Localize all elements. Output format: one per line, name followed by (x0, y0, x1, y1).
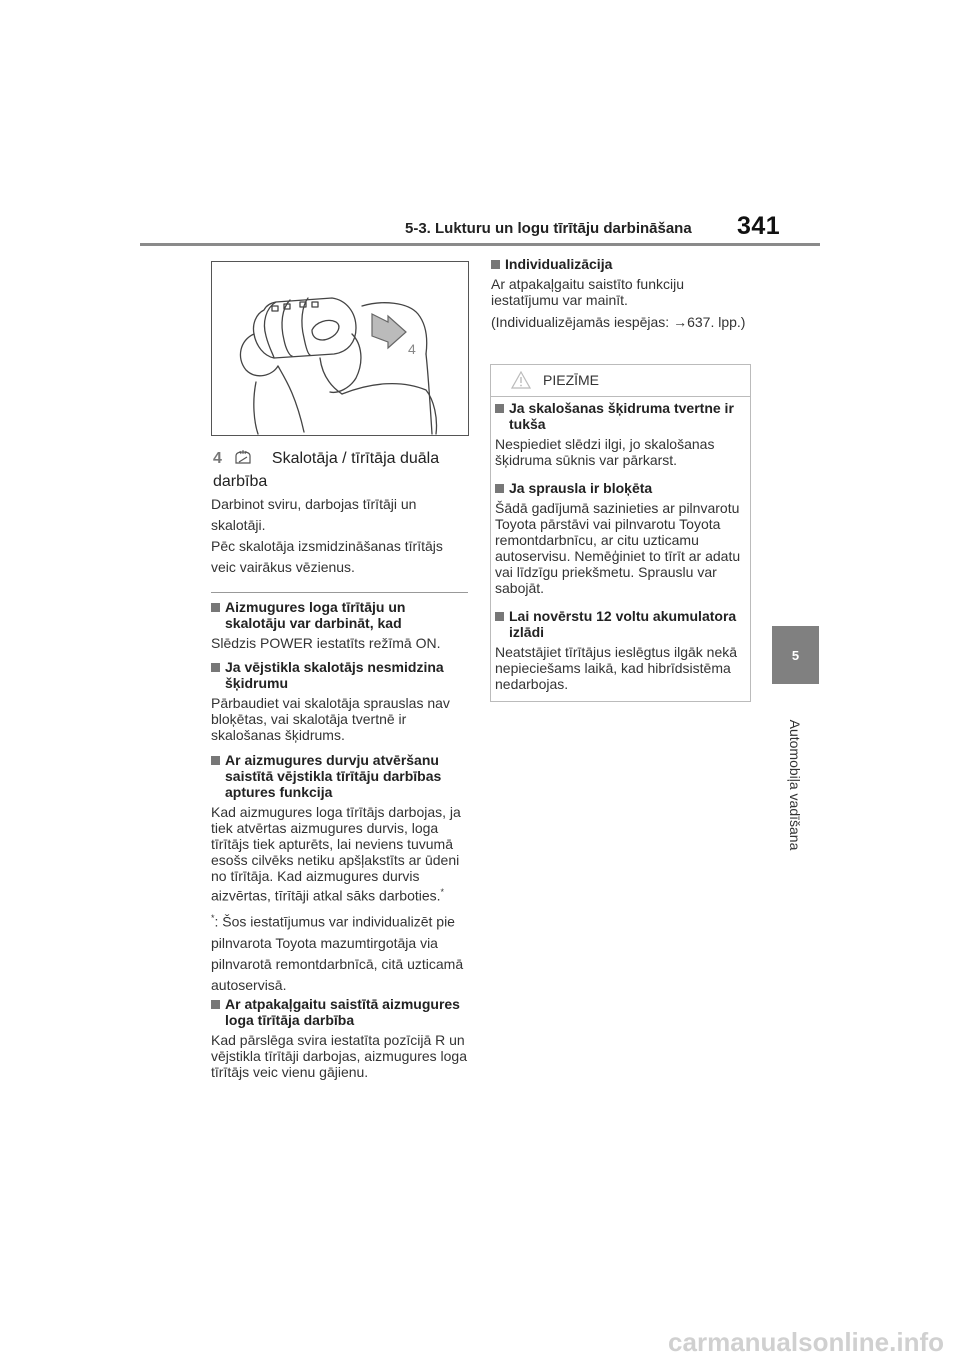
item-number: 4 (213, 450, 222, 467)
section-heading: Ar aizmugures durvju atvēršanu saistītā vējstikla tīrītāju darbības aptures funkcija (211, 752, 469, 800)
section-divider (211, 592, 468, 593)
section-body: Slēdzis POWER iestatīts režīmā ON. (211, 635, 441, 651)
section-heading: Ja skalošanas šķidruma tvertne ir tukša (495, 400, 743, 432)
note-box (490, 364, 751, 702)
section-body: Ar atpakaļgaitu saistīto funkciju iestatījumu var mainīt. (491, 276, 684, 308)
wiper-lever-illustration (211, 261, 469, 436)
section-title: 5-3. Lukturu un logu tīrītāju darbināšana (405, 220, 692, 237)
section-heading: Individualizācija (491, 256, 749, 272)
warning-triangle-icon (511, 371, 531, 389)
chapter-number: 5 (791, 647, 800, 663)
chapter-tab (772, 626, 819, 684)
section-heading: Ja sprausla ir bloķēta (495, 480, 743, 496)
section-heading: Lai novērstu 12 voltu akumulatora izlādi (495, 608, 743, 640)
section-body: Pārbaudiet vai skalotāja sprauslas nav bloķētas, vai skalotāja tvertnē ir skalošanas šķidrums. (211, 695, 450, 743)
note-label: PIEZĪME (543, 372, 600, 388)
chapter-title: Automobiļa vadīšana (787, 719, 803, 851)
ref-arrow-icon: → (673, 314, 688, 330)
watermark-logo (0, 1325, 960, 1358)
footnote: *: Šos iestatījumus var individualizēt pie pilnvarota Toyota mazumtirgotāja via pilnvarotā remontdarbnīcā, citā uzticamā autoservisā. (211, 913, 464, 993)
page-number: 341 (737, 212, 781, 240)
section-heading: Aizmugures loga tīrītāju un skalotāju var darbināt, kad (211, 599, 469, 631)
section-rear-wiper-operation (211, 599, 469, 651)
section-body: Šādā gadījumā sazinieties ar pilnvarotu Toyota pārstāvi vai pilnvarotu Toyota remontdarbnīcu, ar citu uzticamu autoservisu. Nemēģiniet to tīrīt ar adatu vai līdzīgu priekšmetu. Sprauslu var sabojāt. (495, 500, 741, 596)
item-4 (213, 447, 473, 493)
section-body: Kad pārslēga svira iestatīta pozīcijā R un vējstikla tīrītāji darbojas, aizmugures loga tīrītājs veic vienu gājienu. (211, 1032, 468, 1080)
figure-callout: 4 (408, 341, 416, 357)
note-nozzle-blocked (495, 480, 743, 596)
section-customization (491, 256, 749, 330)
hand-lever-drawing (212, 262, 468, 435)
header-rule (140, 243, 820, 246)
push-arrow-icon (372, 314, 406, 348)
section-body: Neatstājiet tīrītājus ieslēgtus ilgāk nekā nepieciešams laikā, kad hibrīdsistēma nedarbojas. (495, 644, 738, 692)
note-empty-tank (495, 400, 743, 468)
chapter-title-vertical (758, 720, 832, 850)
item-title: Skalotāja / tīrītāja duāla darbība (213, 450, 440, 490)
note-header (491, 365, 750, 397)
item-4-paragraph-2: Pēc skalotāja izsmidzināšanas tīrītājs veic vairākus vēzienus. (211, 538, 443, 575)
section-body: Kad aizmugures loga tīrītājs darbojas, ja tiek atvērtas aizmugures durvis, loga tīrītājs tiek apturēts, lai neviens tuvumā esošs cilvēks netiku apšļakstīts ar ūdeni no tīrītāja. Kad aizmugures durvis aizvērtas, tīrītāji atkal sāks darboties.* (211, 804, 461, 904)
washer-wiper-icon (234, 449, 252, 465)
section-rear-door-stop-function (211, 752, 469, 904)
section-reverse-rear-wiper (211, 996, 469, 1080)
section-heading: Ja vējstikla skalotājs nesmidzina šķidrumu (211, 659, 469, 691)
section-body: Nespiediet slēdzi ilgi, jo skalošanas šķidruma sūknis var pārkarst. (495, 436, 715, 468)
section-washer-not-spraying (211, 659, 469, 743)
watermark-text: carmanualsonline.info (668, 1327, 944, 1357)
item-4-paragraph-1: Darbinot sviru, darbojas tīrītāji un skalotāji. (211, 496, 417, 533)
section-heading: Ar atpakaļgaitu saistītā aizmugures loga tīrītāja darbība (211, 996, 469, 1028)
customization-reference: (Individualizējamās iespējas: →637. lpp.) (491, 314, 746, 330)
note-battery-discharge (495, 608, 743, 692)
